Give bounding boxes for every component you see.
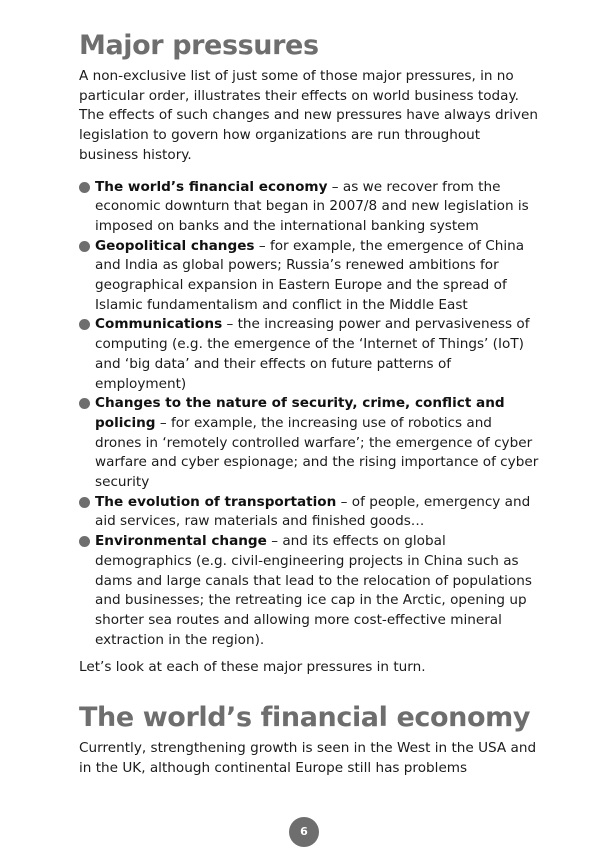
bullet-term: Communications [95,316,223,333]
pressures-list [79,178,539,651]
list-item [79,493,539,532]
bullet-icon [79,319,90,330]
bullet-text: – the increasing power and pervasiveness of computing (e.g. the emergence of the ‘Internet of Things’ (IoT) and ‘big data’ and their effects on future patterns of employment) [95,316,530,392]
list-item [79,315,539,394]
page-number-badge: 6 [289,817,319,847]
bullet-term: The world’s financial economy [95,178,328,195]
bullet-icon [79,398,90,409]
bullet-icon [79,241,90,252]
closing-paragraph: Let’s look at each of these major pressures in turn. [79,659,426,676]
intro-paragraph: A non-exclusive list of just some of those major pressures, in no particular order, illustrates their effects on world business today. The effects of such changes and new pressures have always driven legislation to govern how organizations are run throughout business history. [79,68,538,163]
list-item [79,178,539,237]
bullet-text: – for example, the emergence of China and India as global powers; Russia’s renewed ambitions for geographical expansion in Eastern Europe and the spread of Islamic fundamentalism and conflict in the Middle East [95,237,525,313]
bullet-icon [79,182,90,193]
section-title-financial-economy: The world’s financial economy [79,702,531,734]
list-item [79,237,539,316]
list-item [79,532,539,650]
bullet-text: – and its effects on global demographics (e.g. civil-engineering projects in China such as dams and large canals that lead to the relocation of populations and businesses; the retreating ice cap in the Arctic, opening up shorter sea routes and allowing more cost-effective mineral extraction in the region). [95,533,532,648]
bullet-icon [79,536,90,547]
bullet-term: Geopolitical changes [95,237,255,254]
bullet-term: Changes to the nature of security, crime, conflict and policing [95,395,505,431]
bullet-term: The evolution of transportation [95,493,337,510]
list-item [79,394,539,493]
section-title-major-pressures: Major pressures [79,30,319,61]
bullet-text: – of people, emergency and aid services, raw materials and finished goods… [95,493,531,530]
bullet-text: – as we recover from the economic downturn that began in 2007/8 and new legislation is imposed on banks and the international banking system [95,178,529,234]
page-content [79,28,539,779]
bullet-term: Environmental change [95,533,267,550]
section-paragraph: Currently, strengthening growth is seen in the West in the USA and in the UK, although continental Europe still has problems [79,740,537,776]
bullet-icon [79,497,90,508]
bullet-text: – for example, the increasing use of robotics and drones in ‘remotely controlled warfare’; the emergence of cyber warfare and cyber espionage; and the rising importance of cyber security [95,414,539,491]
